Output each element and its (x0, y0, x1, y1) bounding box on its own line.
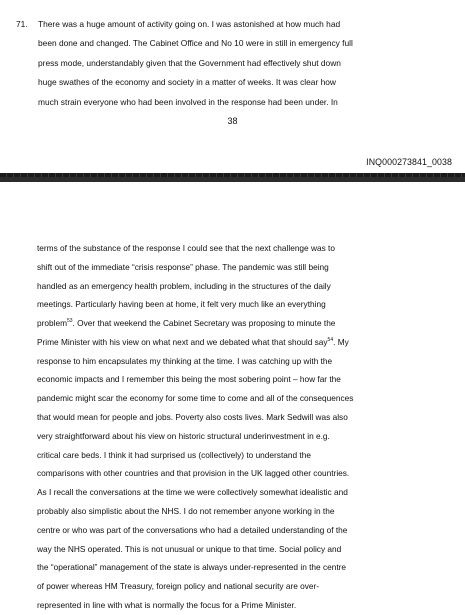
paragraph-line: huge swathes of the economy and society in a matter of weeks. It was clear how (38, 77, 336, 88)
document-page-38 (0, 0, 465, 176)
line-text: problem (37, 318, 67, 329)
paragraph-71 (38, 15, 442, 112)
paragraph-line: handled as an emergency health problem, including in the structures of the daily (37, 280, 331, 291)
paragraph-line: that would mean for people and jobs. Poverty also costs lives. Mark Sedwill was also (37, 412, 348, 423)
paragraph-line: press mode, understandably given that the Government had effectively shut down (38, 57, 341, 68)
paragraph-line: the “operational” management of the state is always under-represented in the centre (37, 562, 347, 573)
paragraph-line: meetings. Particularly having been at home, it felt very much like an everything (37, 299, 326, 310)
paragraph-line: probably also simplistic about the NHS. I do not remember anyone working in the (37, 505, 335, 516)
paragraph-line: response to him encapsulates my thinking at the time. I was catching up with the (37, 355, 333, 366)
footnote-ref-54[interactable]: 54 (327, 336, 334, 343)
line-text: . Over that weekend the Cabinet Secretary was proposing to minute the (72, 318, 336, 329)
page-number: 38 (227, 116, 238, 126)
paragraph-line: There was a huge amount of activity going on. I was astonished at how much had (38, 19, 341, 29)
line-text: . My (333, 336, 349, 347)
paragraph-line: much strain everyone who had been involved in the response had been under. In (38, 96, 338, 107)
paragraph-line: economic impacts and I remember this being the most sobering point – how far the (37, 374, 341, 385)
paragraph-line (37, 333, 442, 352)
paragraph-line: comparisons with other countries and that provision in the UK lagged other countries. (37, 468, 350, 479)
paragraph-line: way the NHS operated. This is not unusual or unique to that time. Social policy and (37, 543, 342, 554)
paragraph-line: shift out of the immediate “crisis response” phase. The pandemic was still being (37, 261, 329, 272)
paragraph-line: pandemic might scar the economy for some time to come and all of the consequences (37, 393, 354, 404)
paragraph-line (37, 314, 442, 333)
paragraph-line: As I recall the conversations at the time we were collectively somewhat idealistic and (37, 487, 348, 498)
paragraph-line: critical care beds. I think it had surprised us (collectively) to understand the (37, 449, 311, 460)
paragraph-line: centre or who was part of the conversations who had a detailed understanding of the (37, 524, 348, 535)
paragraph-line: of power whereas HM Treasury, foreign policy and national security are over- (37, 581, 320, 592)
document-page-39 (0, 182, 465, 610)
paragraph-line: been done and changed. The Cabinet Office and No 10 were in still in emergency full (38, 38, 353, 49)
paragraph-71-continued (37, 239, 442, 615)
paragraph-number: 71. (16, 19, 28, 29)
footnote-ref-53[interactable]: 53 (66, 318, 73, 325)
paragraph-line: very straightforward about his view on historic structural underinvestment in e.g. (37, 430, 330, 441)
paragraph-line: represented in line with what is normally the focus for a Prime Minister. (37, 599, 297, 610)
line-text: Prime Minister with his view on what next and we debated what that should say (37, 336, 328, 347)
document-id: INQ000273841_0038 (366, 157, 452, 167)
paragraph-line: terms of the substance of the response I could see that the next challenge was to (37, 243, 335, 253)
